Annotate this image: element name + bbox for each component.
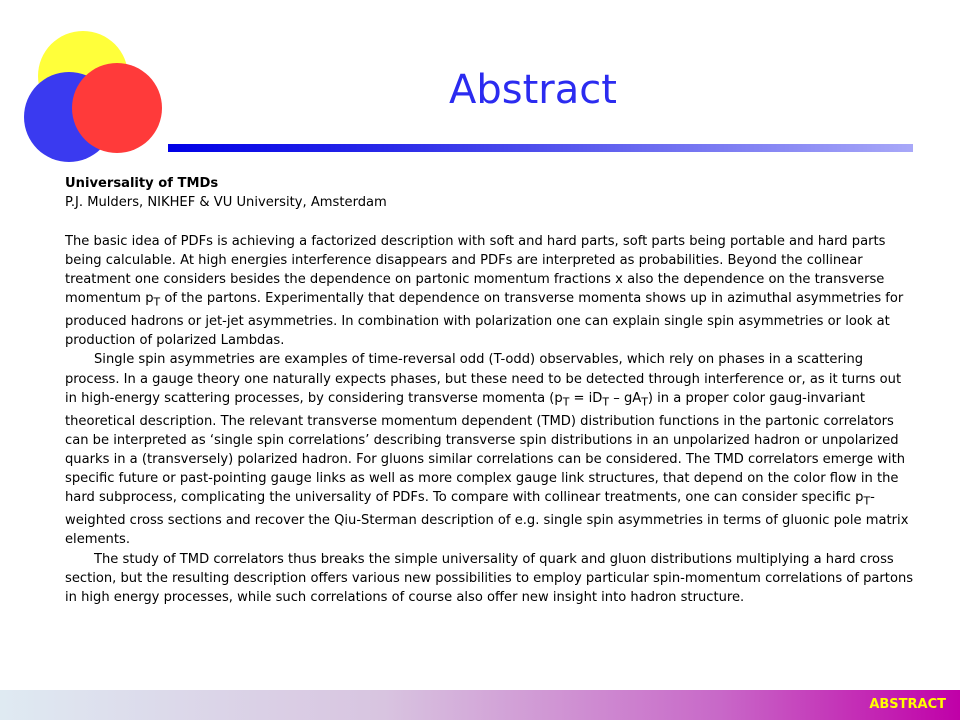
paragraph-2 bbox=[65, 350, 917, 549]
p2-sub-4: T bbox=[863, 495, 871, 509]
p1-text-b: of the partons. Experimentally that dependence on transverse momenta shows up in azimuthal asymmetries for produced hadrons or jet-jet asymmetries. In combination with polarization one can explain single spin asymmetries or look at production of polarized Lambdas. bbox=[65, 291, 904, 349]
abstract-body bbox=[65, 174, 917, 607]
logo-circles bbox=[0, 0, 180, 170]
abstract-title: Universality of TMDs bbox=[65, 176, 219, 191]
p2-sub-2: T bbox=[602, 395, 610, 409]
p1-sub-1: T bbox=[153, 295, 161, 309]
p2-text-b: = iD bbox=[569, 390, 603, 406]
p2-text-e: -weighted cross sections and recover the Qiu-Sterman description of e.g. single spin asymmetries in terms of gluonic pole matrix elements. bbox=[65, 490, 909, 548]
red-circle bbox=[72, 63, 162, 153]
footer-bar bbox=[0, 690, 960, 720]
p1-text-a: The basic idea of PDFs is achieving a factorized description with soft and hard parts, soft parts being portable and hard parts being calculable. At high energies interference disappears and PDFs are interpreted as probabilities. Beyond the collinear treatment one considers besides the dependence on partonic momentum fractions x also the dependence on the transverse momentum p bbox=[65, 233, 886, 307]
p2-text-d: ) in a proper color gaug-invariant theoretical description. The relevant transverse momentum dependent (TMD) distribution functions in the partonic correlators can be interpreted as ‘single spin correlations’ describing transverse spin distributions in an unpolarized hadron or unpolarized quarks in a (transversely) polarized hadron. For gluons similar correlations can be considered. The TMD correlators emerge with specific future or past-pointing gauge links as well as more complex gauge link structures, that depend on the color flow in the hard subprocess, complicating the universality of PDFs. To compare with collinear treatments, one can consider specific p bbox=[65, 390, 906, 506]
spacer bbox=[65, 212, 917, 231]
title-underline bbox=[168, 144, 913, 152]
slide-title: Abstract bbox=[449, 67, 617, 113]
paragraph-1 bbox=[65, 232, 917, 351]
abstract-author: P.J. Mulders, NIKHEF & VU University, Amsterdam bbox=[65, 195, 387, 211]
footer-label: ABSTRACT bbox=[869, 697, 946, 712]
paragraph-3: The study of TMD correlators thus breaks the simple universality of quark and gluon distributions multiplying a hard cross section, but the resulting description offers various new possibilities to employ particular spin-momentum correlations of partons in high energy processes, while such correlations of course also offer new insight into hadron structure. bbox=[65, 551, 914, 606]
p2-sub-3: T bbox=[641, 395, 648, 409]
p2-text-a: Single spin asymmetries are examples of time-reversal odd (T-odd) observables, which rely on phases in a scattering process. In a gauge theory one naturally expects phases, but these need to be detected through interference or, as it turns out in high-energy scattering processes, by considering transverse momenta (p bbox=[65, 352, 902, 406]
p2-sub-1: T bbox=[562, 395, 570, 409]
p2-text-c: – gA bbox=[609, 390, 642, 406]
